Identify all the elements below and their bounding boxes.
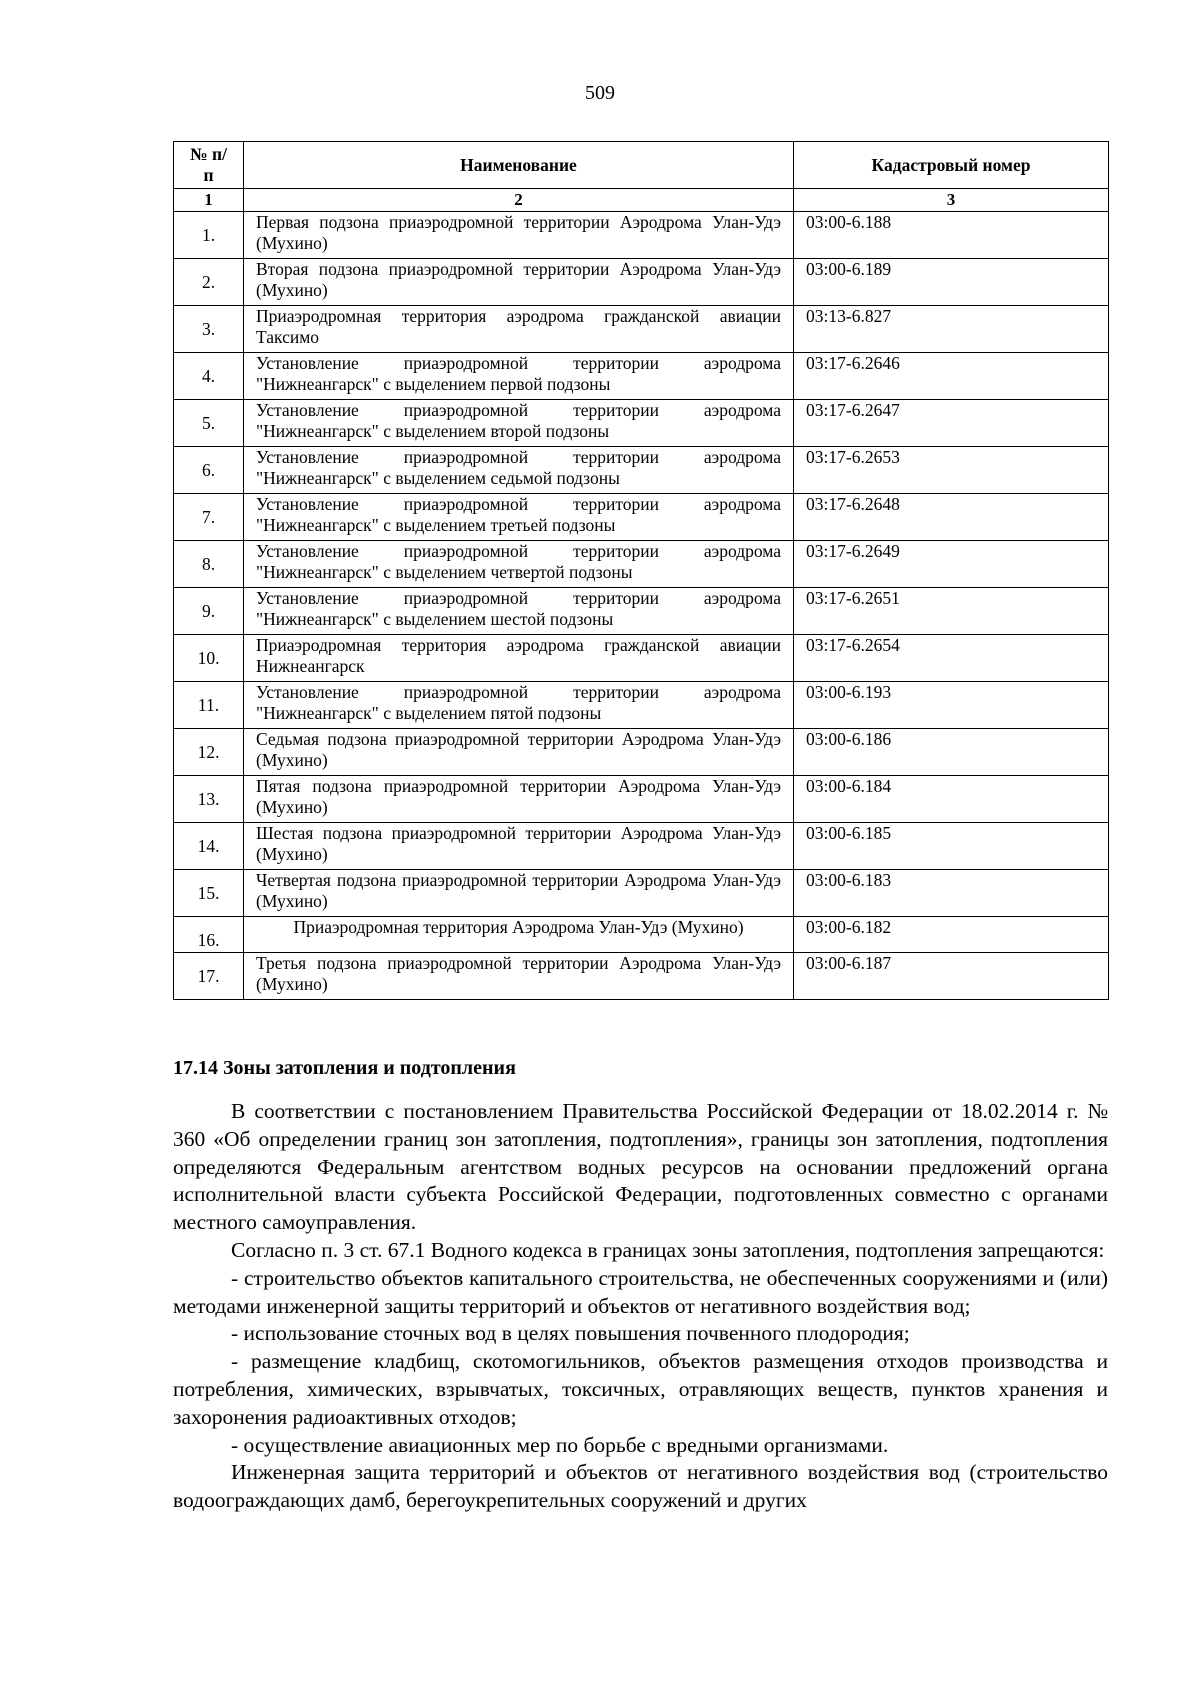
header-cadastral: Кадастровый номер bbox=[794, 142, 1109, 189]
row-name: Установление приаэродромной территории аэродрома "Нижнеангарск" с выделением шестой подзоны bbox=[244, 588, 794, 635]
column-number: 2 bbox=[244, 189, 794, 212]
table-row bbox=[174, 776, 1109, 823]
table-body bbox=[174, 212, 1109, 1000]
row-number: 3. bbox=[174, 306, 244, 353]
list-item: - осуществление авиационных мер по борьбе с вредными организмами. bbox=[231, 1432, 889, 1457]
row-name: Третья подзона приаэродромной территории Аэродрома Улан-Удэ (Мухино) bbox=[244, 953, 794, 1000]
paragraph: Согласно п. 3 ст. 67.1 Водного кодекса в границах зоны затопления, подтопления запрещаются: bbox=[231, 1237, 1105, 1262]
row-cadastral-number: 03:13-6.827 bbox=[794, 306, 1109, 353]
row-cadastral-number: 03:00-6.186 bbox=[794, 729, 1109, 776]
row-number: 11. bbox=[174, 682, 244, 729]
row-number: 5. bbox=[174, 400, 244, 447]
row-number: 10. bbox=[174, 635, 244, 682]
cadastral-table bbox=[173, 141, 1109, 1000]
row-cadastral-number: 03:00-6.182 bbox=[794, 917, 1109, 953]
column-number: 3 bbox=[794, 189, 1109, 212]
row-cadastral-number: 03:17-6.2651 bbox=[794, 588, 1109, 635]
row-name: Установление приаэродромной территории аэродрома "Нижнеангарск" с выделением седьмой подзоны bbox=[244, 447, 794, 494]
table-row bbox=[174, 729, 1109, 776]
table-row bbox=[174, 917, 1109, 953]
row-number: 7. bbox=[174, 494, 244, 541]
row-cadastral-number: 03:17-6.2653 bbox=[794, 447, 1109, 494]
row-number: 6. bbox=[174, 447, 244, 494]
row-number: 1. bbox=[174, 212, 244, 259]
row-number: 16. bbox=[174, 917, 244, 953]
row-cadastral-number: 03:00-6.193 bbox=[794, 682, 1109, 729]
table-row bbox=[174, 494, 1109, 541]
row-cadastral-number: 03:00-6.187 bbox=[794, 953, 1109, 1000]
row-name: Пятая подзона приаэродромной территории Аэродрома Улан-Удэ (Мухино) bbox=[244, 776, 794, 823]
row-number: 4. bbox=[174, 353, 244, 400]
table-row bbox=[174, 953, 1109, 1000]
table-row bbox=[174, 541, 1109, 588]
row-number: 17. bbox=[174, 953, 244, 1000]
list-item: - использование сточных вод в целях повышения почвенного плодородия; bbox=[231, 1321, 910, 1346]
table-row bbox=[174, 400, 1109, 447]
row-cadastral-number: 03:17-6.2648 bbox=[794, 494, 1109, 541]
row-name: Установление приаэродромной территории аэродрома "Нижнеангарск" с выделением третьей подзоны bbox=[244, 494, 794, 541]
row-name: Установление приаэродромной территории аэродрома "Нижнеангарск" с выделением первой подзоны bbox=[244, 353, 794, 400]
table-row bbox=[174, 588, 1109, 635]
row-cadastral-number: 03:17-6.2647 bbox=[794, 400, 1109, 447]
list-item: - строительство объектов капитального строительства, не обеспеченных сооружениями и (или) методами инженерной защиты территорий и объектов от негативного воздействия вод; bbox=[173, 1265, 1108, 1318]
row-name: Приаэродромная территория аэродрома гражданской авиации Таксимо bbox=[244, 306, 794, 353]
page-number: 509 bbox=[585, 82, 615, 104]
column-number-row bbox=[174, 189, 1109, 212]
row-cadastral-number: 03:00-6.188 bbox=[794, 212, 1109, 259]
row-name: Шестая подзона приаэродромной территории Аэродрома Улан-Удэ (Мухино) bbox=[244, 823, 794, 870]
table-row bbox=[174, 682, 1109, 729]
row-number: 15. bbox=[174, 870, 244, 917]
row-number: 12. bbox=[174, 729, 244, 776]
row-number: 9. bbox=[174, 588, 244, 635]
row-cadastral-number: 03:00-6.183 bbox=[794, 870, 1109, 917]
row-name: Установление приаэродромной территории аэродрома "Нижнеангарск" с выделением четвертой подзоны bbox=[244, 541, 794, 588]
table-row bbox=[174, 259, 1109, 306]
row-number: 13. bbox=[174, 776, 244, 823]
paragraph: В соответствии с постановлением Правительства Российской Федерации от 18.02.2014 г. № 360 «Об определении границ зон затопления, подтопления», границы зон затопления, подтопления определяются Федеральным агентством водных ресурсов на основании предложений органа исполнительной власти субъекта Российской Федерации, подготовленных совместно с органами местного самоуправления. bbox=[173, 1099, 1108, 1235]
row-number: 14. bbox=[174, 823, 244, 870]
header-name: Наименование bbox=[244, 142, 794, 189]
row-cadastral-number: 03:17-6.2654 bbox=[794, 635, 1109, 682]
table-row bbox=[174, 212, 1109, 259]
paragraph: Инженерная защита территорий и объектов от негативного воздействия вод (строительство водоограждающих дамб, берегоукрепительных сооружений и других bbox=[173, 1460, 1108, 1513]
row-name: Седьмая подзона приаэродромной территории Аэродрома Улан-Удэ (Мухино) bbox=[244, 729, 794, 776]
table-header-row bbox=[174, 142, 1109, 189]
row-name: Первая подзона приаэродромной территории Аэродрома Улан-Удэ (Мухино) bbox=[244, 212, 794, 259]
row-cadastral-number: 03:00-6.189 bbox=[794, 259, 1109, 306]
row-cadastral-number: 03:17-6.2649 bbox=[794, 541, 1109, 588]
row-name: Четвертая подзона приаэродромной территории Аэродрома Улан-Удэ (Мухино) bbox=[244, 870, 794, 917]
table-row bbox=[174, 823, 1109, 870]
table-row bbox=[174, 353, 1109, 400]
row-name: Приаэродромная территория Аэродрома Улан-Удэ (Мухино) bbox=[244, 917, 794, 953]
row-number: 8. bbox=[174, 541, 244, 588]
row-cadastral-number: 03:17-6.2646 bbox=[794, 353, 1109, 400]
row-number: 2. bbox=[174, 259, 244, 306]
row-cadastral-number: 03:00-6.185 bbox=[794, 823, 1109, 870]
table-row bbox=[174, 447, 1109, 494]
list-item: - размещение кладбищ, скотомогильников, объектов размещения отходов производства и потребления, химических, взрывчатых, токсичных, отравляющих веществ, пунктов хранения и захоронения радиоактивных отходов; bbox=[173, 1349, 1108, 1429]
row-name: Установление приаэродромной территории аэродрома "Нижнеангарск" с выделением пятой подзоны bbox=[244, 682, 794, 729]
row-cadastral-number: 03:00-6.184 bbox=[794, 776, 1109, 823]
table-row bbox=[174, 306, 1109, 353]
header-num: № п/п bbox=[174, 142, 244, 189]
column-number: 1 bbox=[174, 189, 244, 212]
table-row bbox=[174, 635, 1109, 682]
section-title: 17.14 Зоны затопления и подтопления bbox=[173, 1057, 516, 1079]
row-name: Установление приаэродромной территории аэродрома "Нижнеангарск" с выделением второй подзоны bbox=[244, 400, 794, 447]
row-name: Приаэродромная территория аэродрома гражданской авиации Нижнеангарск bbox=[244, 635, 794, 682]
table-row bbox=[174, 870, 1109, 917]
section-body bbox=[173, 1098, 1108, 1515]
row-name: Вторая подзона приаэродромной территории Аэродрома Улан-Удэ (Мухино) bbox=[244, 259, 794, 306]
